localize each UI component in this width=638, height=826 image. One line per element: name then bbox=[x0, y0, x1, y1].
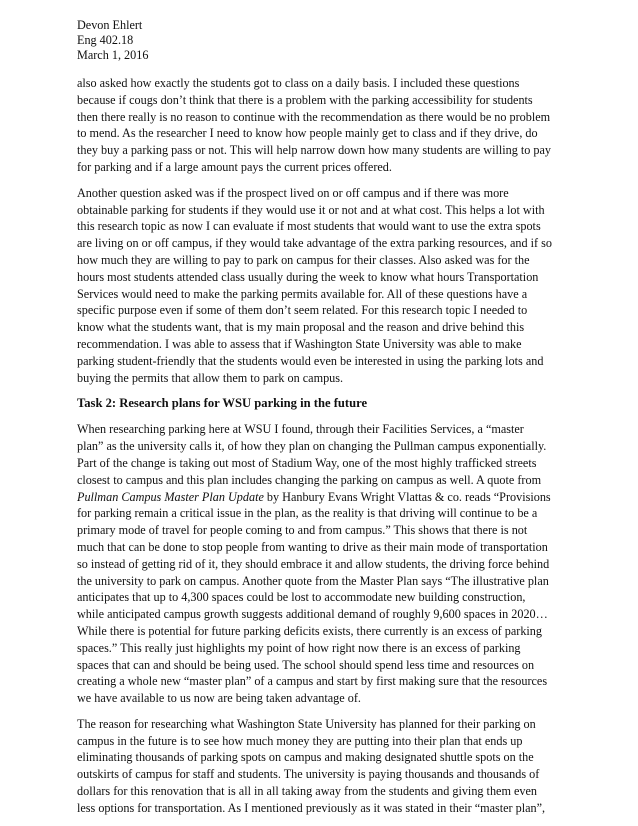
text-line bbox=[77, 489, 572, 506]
text-line: parking student-friendly that the students would even be interested in using the parking lots and bbox=[77, 353, 544, 368]
text-line: Another question asked was if the prospect lived on or off campus and if there was more bbox=[77, 185, 509, 200]
text-line: how much they are willing to pay to park on campus for their classes. Also asked was for the bbox=[77, 252, 530, 267]
text-line: Services would need to make the parking permits available for. All of these questions have a bbox=[77, 286, 528, 301]
text-line: this research topic as now I can evaluate if most students that would want to use the extra spots bbox=[77, 219, 541, 234]
text-line: eliminating thousands of parking spots on campus and making designated shuttle spots on the bbox=[77, 750, 534, 765]
course-number: Eng 402.18 bbox=[77, 33, 134, 47]
text-line: spaces that can and should be being used. The school should spend less time and resources on bbox=[77, 657, 535, 672]
citation-text: by Hanbury Evans Wright Vlattas & co. reads “Provisions bbox=[263, 489, 551, 504]
author-name: Devon Ehlert bbox=[77, 18, 143, 32]
text-line: anticipates that up to 4,300 spaces could be lost to accommodate new building construction, bbox=[77, 590, 526, 605]
text-line: primary mode of travel for people coming to and from campus.” This shows that there is not bbox=[77, 523, 528, 538]
text-line: for parking remain a critical issue in the plan, as the reality is that driving will continue to be a bbox=[77, 506, 538, 521]
text-line: specific purpose even if some of them don’t seem related. For this research topic I needed to bbox=[77, 303, 528, 318]
paragraph-master-plan bbox=[77, 421, 572, 707]
text-line: to mend. As the researcher I need to know how people mainly get to class and if they drive, do bbox=[77, 126, 538, 141]
text-line: campus in the future is to see how much money they are putting into their plan that ends up bbox=[77, 733, 523, 748]
text-line: hours most students attended class usually during the week to know what hours Transportation bbox=[77, 269, 539, 284]
paragraph-research-reason bbox=[77, 716, 572, 817]
text-line: less options for transportation. As I mentioned previously as it was stated in their “master plan”, bbox=[77, 800, 546, 815]
text-line: are living on or off campus, if they would take advantage of the extra parking resources, and if so bbox=[77, 236, 552, 251]
text-line: we have available to us now are being taken advantage of. bbox=[77, 691, 361, 706]
text-line: for parking and if a large amount pays the current prices offered. bbox=[77, 159, 392, 174]
text-line: Part of the change is taking out most of Stadium Way, one of the most highly trafficked streets bbox=[77, 455, 537, 470]
text-line: know what the students want, that is my main proposal and the reason and drive behind this bbox=[77, 320, 525, 335]
section-heading: Task 2: Research plans for WSU parking in the future bbox=[77, 396, 368, 411]
text-line: so instead of getting rid of it, they should embrace it and allow students, the driving force behind bbox=[77, 556, 550, 571]
text-line: obtainable parking for students if they would use it or not and at what cost. This helps a lot with bbox=[77, 202, 545, 217]
cited-title: Pullman Campus Master Plan Update bbox=[77, 489, 264, 504]
text-line: creating a whole new “master plan” of a campus and start by first making sure that the resources bbox=[77, 674, 548, 689]
text-line: they buy a parking pass or not. This will help narrow down how many students are willing to pay bbox=[77, 143, 551, 158]
text-line: also asked how exactly the students got to class on a daily basis. I included these questions bbox=[77, 76, 520, 90]
paragraph-on-off-campus bbox=[77, 185, 572, 387]
text-line: dollars for this renovation that is all in all taking away from the students and giving them even bbox=[77, 784, 537, 799]
text-line: plan” as the university calls it, of how they plan on changing the Pullman campus exponentially. bbox=[77, 439, 547, 454]
text-line: the university to park on campus. Another quote from the Master Plan says “The illustrative plan bbox=[77, 573, 549, 588]
text-line: because if cougs don’t think that there is a problem with the parking accessibility for students bbox=[77, 92, 533, 107]
text-line: When researching parking here at WSU I found, through their Facilities Services, a “master bbox=[77, 422, 524, 437]
text-line: while anticipated campus growth suggests additional demand of roughly 9,600 spaces in 2020… bbox=[77, 607, 548, 622]
text-line: outskirts of campus for staff and students. The university is paying thousands and thousands of bbox=[77, 767, 540, 782]
text-line: then there really is no reason to continue with the recommendation as there would be no problem bbox=[77, 109, 551, 124]
text-line: recommendation. I was able to assess that if Washington State University was able to make bbox=[77, 336, 522, 351]
text-line: The reason for researching what Washington State University has planned for their parking on bbox=[77, 716, 536, 731]
text-line: buying the permits that allow them to park on campus. bbox=[77, 370, 344, 385]
text-line: closest to campus and this plan includes changing the parking on campus as well. A quote from bbox=[77, 472, 542, 487]
document-date: March 1, 2016 bbox=[77, 48, 149, 62]
text-line: much that can be done to stop people from wanting to drive as their main mode of transportation bbox=[77, 539, 548, 554]
document-header bbox=[77, 18, 572, 63]
text-line: While there is potential for future parking deficits exists, there currently is an excess of parking bbox=[77, 623, 542, 638]
text-line: spaces.” This really just highlights my point of how right now there is an excess of parking bbox=[77, 640, 521, 655]
paragraph-survey-questions bbox=[77, 75, 572, 176]
